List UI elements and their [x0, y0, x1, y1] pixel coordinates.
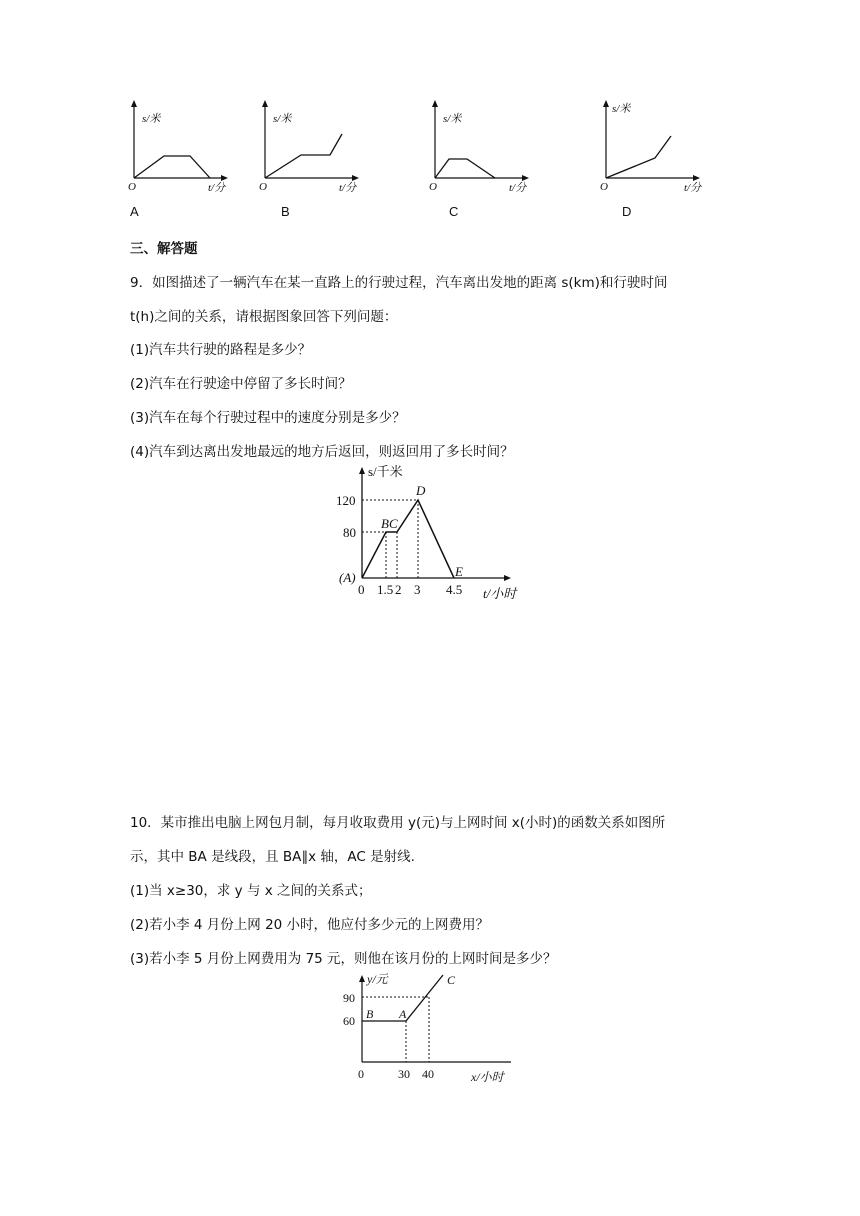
- x-axis-arrow: [522, 175, 529, 181]
- section-title: 三、解答题: [130, 241, 198, 257]
- graph-line: [435, 159, 495, 178]
- x-tick-1-5: 1.5: [377, 582, 394, 597]
- x-tick-30: 30: [398, 1067, 410, 1081]
- option-d-label: D: [622, 204, 632, 219]
- y-tick-80: 80: [343, 525, 356, 540]
- point-e-label: E: [455, 564, 463, 579]
- y-axis-arrow: [432, 100, 438, 107]
- x-tick-0: 0: [358, 582, 365, 597]
- point-c-label: C: [447, 973, 456, 987]
- x-tick-2: 2: [395, 582, 402, 597]
- y-axis-arrow: [359, 975, 365, 982]
- q10-sub3: (3)若小李 5 月份上网费用为 75 元，则他在该月份的上网时间是多少？: [130, 951, 557, 967]
- x-axis-arrow: [352, 175, 359, 181]
- graph-line: [606, 136, 671, 178]
- q9-graph: [330, 464, 530, 604]
- x-axis-arrow: [693, 175, 700, 181]
- option-a-label: A: [130, 204, 139, 219]
- x-axis-arrow: [504, 575, 511, 581]
- point-a-label: (A): [339, 570, 356, 585]
- option-graph-b: [251, 98, 371, 198]
- y-axis-label: s/米: [443, 113, 462, 125]
- x-axis-label: x/小时: [471, 1070, 504, 1084]
- option-graph-c: [421, 98, 541, 198]
- y-axis-arrow: [603, 100, 609, 107]
- x-tick-0: 0: [358, 1067, 364, 1081]
- q10-sub1: (1)当 x≥30，求 y 与 x 之间的关系式；: [130, 883, 372, 899]
- q9-sub4: (4)汽车到达离出发地最远的地方后返回，则返回用了多长时间？: [130, 444, 514, 460]
- q10-line1: 10．某市推出电脑上网包月制，每月收取费用 y(元)与上网时间 x(小时)的函数关系如图所: [130, 815, 666, 831]
- origin-label: O: [259, 181, 267, 193]
- q9-line2: t(h)之间的关系，请根据图象回答下列问题：: [130, 309, 398, 325]
- q10-graph: [336, 968, 536, 1088]
- q10-line2: 示，其中 BA 是线段，且 BA∥x 轴，AC 是射线.: [130, 849, 415, 865]
- y-axis-arrow: [262, 100, 268, 107]
- x-axis-label: t/分: [509, 182, 527, 194]
- origin-label: O: [128, 181, 136, 193]
- x-axis-label: t/小时: [483, 586, 517, 601]
- y-axis-label: s/米: [612, 103, 631, 115]
- point-bc-label: BC: [381, 516, 398, 531]
- x-axis-arrow: [221, 175, 228, 181]
- x-tick-40: 40: [422, 1067, 434, 1081]
- origin-label: O: [600, 181, 608, 193]
- graph-line: [362, 500, 454, 578]
- y-tick-90: 90: [343, 991, 355, 1005]
- graph-line: [134, 156, 210, 178]
- point-a-label: A: [399, 1007, 407, 1021]
- origin-label: O: [429, 181, 437, 193]
- x-axis-label: t/分: [208, 182, 226, 194]
- option-c-label: C: [449, 204, 459, 219]
- q9-sub1: (1)汽车共行驶的路程是多少？: [130, 342, 312, 358]
- x-tick-3: 3: [414, 582, 421, 597]
- y-axis-label: s/千米: [368, 464, 403, 479]
- y-axis-label: s/米: [273, 113, 292, 125]
- option-graph-a: [120, 98, 240, 198]
- option-b-label: B: [281, 204, 290, 219]
- q10-sub2: (2)若小李 4 月份上网 20 小时，他应付多少元的上网费用？: [130, 917, 490, 933]
- q9-line1: 9．如图描述了一辆汽车在某一直路上的行驶过程，汽车离出发地的距离 s(km)和行驶时间: [130, 275, 668, 291]
- graph-line: [265, 134, 342, 178]
- option-graph-d: [592, 98, 717, 198]
- x-axis-label: t/分: [339, 182, 357, 194]
- point-d-label: D: [416, 483, 426, 498]
- y-tick-60: 60: [343, 1014, 355, 1028]
- y-axis-arrow: [359, 467, 365, 474]
- q9-sub2: (2)汽车在行驶途中停留了多长时间？: [130, 376, 352, 392]
- x-tick-4-5: 4.5: [446, 582, 463, 597]
- y-axis-label: y/元: [367, 972, 388, 986]
- q9-sub3: (3)汽车在每个行驶过程中的速度分别是多少？: [130, 410, 406, 426]
- point-b-label: B: [366, 1007, 374, 1021]
- x-axis-label: t/分: [684, 182, 702, 194]
- y-axis-arrow: [131, 100, 137, 107]
- y-axis-label: s/米: [142, 113, 161, 125]
- y-tick-120: 120: [336, 493, 356, 508]
